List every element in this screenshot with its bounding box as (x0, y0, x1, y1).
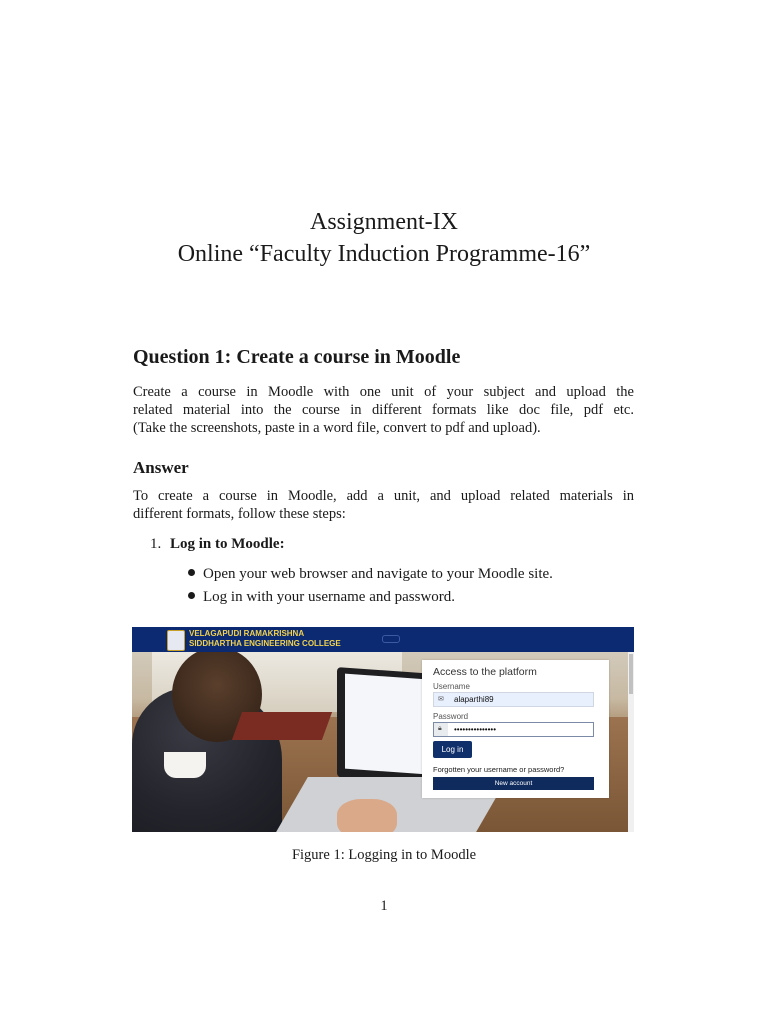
lock-icon: 🔒︎ (438, 725, 442, 732)
bullet-text: Log in with your username and password. (203, 589, 456, 605)
forgot-password-link[interactable]: Forgotten your username or password? (433, 765, 565, 774)
password-label: Password (433, 712, 469, 721)
step-1 (150, 536, 285, 553)
username-label: Username (433, 682, 470, 691)
question-paragraph (133, 383, 634, 437)
password-value: ••••••••••••••• (454, 725, 497, 734)
step-number: 1. (150, 536, 162, 552)
username-field[interactable] (433, 692, 594, 707)
hand (337, 799, 397, 832)
college-name[interactable] (189, 629, 341, 649)
question-line: (Take the screenshots, paste in a word file, convert to pdf and upload). (133, 420, 541, 436)
bullet-text: Open your web browser and navigate to your Moodle site. (203, 566, 553, 582)
answer-paragraph (133, 487, 634, 523)
answer-heading: Answer (133, 458, 189, 477)
header-toggle-icon[interactable] (382, 635, 400, 643)
step-label: Log in to Moodle: (170, 536, 285, 552)
figure-caption: Figure 1: Logging in to Moodle (291, 847, 477, 863)
college-name-line-1: VELAGAPUDI RAMAKRISHNA (189, 629, 305, 638)
bullet-item (188, 566, 553, 583)
question-line: related material into the course in different formats like doc file, pdf etc. (133, 402, 634, 418)
title-line-1: Assignment-IX (310, 209, 458, 235)
college-name-line-2: SIDDHARTHA ENGINEERING COLLEGE (189, 639, 341, 648)
login-card (422, 660, 609, 798)
username-value: alaparthi89 (454, 695, 494, 704)
bullet-dot-icon (188, 569, 195, 576)
books (232, 712, 332, 740)
question-heading: Question 1: Create a course in Moodle (133, 346, 461, 368)
login-title: Access to the platform (433, 666, 537, 678)
envelope-icon: ✉ (438, 696, 444, 703)
college-logo-icon[interactable] (167, 630, 185, 651)
scrollbar-thumb[interactable] (629, 654, 633, 694)
document-title (0, 206, 768, 270)
answer-line: To create a course in Moodle, add a unit, and upload related materials in (133, 488, 634, 504)
title-line-2: Online “Faculty Induction Programme-16” (177, 241, 591, 267)
answer-line: different formats, follow these steps: (133, 506, 346, 522)
password-field[interactable] (433, 722, 594, 737)
bullet-dot-icon (188, 592, 195, 599)
page-number: 1 (380, 898, 388, 914)
site-header (132, 627, 634, 652)
moodle-login-screenshot (132, 627, 634, 832)
bullet-item (188, 589, 455, 606)
coffee-cup (164, 752, 206, 778)
question-line: Create a course in Moodle with one unit of your subject and upload the (133, 384, 634, 400)
new-account-button[interactable]: New account (433, 777, 594, 790)
login-button[interactable]: Log in (433, 741, 472, 758)
